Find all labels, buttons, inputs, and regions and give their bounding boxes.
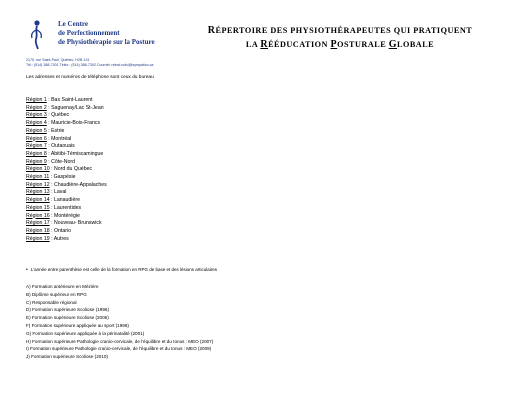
region-name: : Nord du Québec [51, 166, 93, 173]
region-name: : Autres [51, 235, 69, 242]
region-list [26, 97, 107, 243]
region-name: : Laurentides [51, 204, 82, 211]
region-name: : Montréal [48, 135, 72, 142]
region-link[interactable]: Région 17 [26, 220, 50, 227]
region-row[interactable] [26, 105, 107, 113]
training-code-item: E) Formation supérieure Scoliose (2006) [26, 315, 109, 321]
region-link[interactable]: Région 19 [26, 235, 50, 242]
intro-text: Les adresses et numéros de téléphone sont ceux du bureau [26, 75, 154, 80]
address-line-2: Tél.: (514) 388-7301 Téléc.: (514) 388-7302 Courriel: reinst.rcdvl@sympatico.ca [26, 63, 154, 67]
training-code-item: C) Responsable régional [26, 299, 77, 305]
region-link[interactable]: Région 13 [26, 189, 50, 196]
region-row[interactable] [26, 182, 107, 190]
logo-line-2: de Perfectionnement [58, 29, 120, 37]
region-name: : Gaspésie [50, 174, 76, 181]
region-row[interactable] [26, 159, 107, 167]
document-title [180, 24, 500, 52]
bullet-icon: • [26, 267, 28, 273]
title-line-2: LA RÉÉDUCATION POSTURALE GLOBALE [245, 39, 435, 50]
region-name: : Outaouais [48, 143, 75, 150]
training-code-item: J) Formation supérieure Scoliose (2010) [26, 354, 108, 360]
training-code-item: B) Diplôme supérieur en RPG [26, 291, 87, 297]
region-row[interactable] [26, 220, 107, 228]
region-row[interactable] [26, 213, 107, 221]
region-link[interactable]: Région 1 [26, 97, 47, 103]
year-note-text: L'année entre parenthèse est celle de la formation en RPG de base et des lésions articulaires [30, 267, 217, 272]
region-row[interactable] [26, 128, 107, 136]
logo-line-1: Le Centre [58, 20, 88, 28]
training-code-item: D) Formation supérieure Scoliose (1996) [26, 307, 109, 313]
region-link[interactable]: Région 10 [26, 166, 50, 173]
region-link[interactable]: Région 11 [26, 174, 50, 181]
region-name: : Saguenay/Lac St-Jean [48, 104, 104, 111]
region-name: : Abitibi-Témiscamingue [48, 150, 104, 157]
region-link[interactable]: Région 8 [26, 150, 47, 157]
region-row[interactable] [26, 151, 107, 159]
year-note [26, 267, 217, 273]
region-link[interactable]: Région 16 [26, 212, 50, 219]
region-link[interactable]: Région 5 [26, 127, 47, 134]
region-row[interactable] [26, 166, 107, 174]
region-row[interactable] [26, 97, 107, 105]
region-link[interactable]: Région 7 [26, 143, 47, 150]
region-link[interactable]: Région 12 [26, 181, 50, 188]
training-code-item: G) Formation supérieure appliquée à la périnatalité (2001) [26, 330, 145, 336]
region-row[interactable] [26, 136, 107, 144]
region-link[interactable]: Région 2 [26, 104, 47, 111]
training-code-item: H) Formation supérieure Pathologie cranio-cervicale, de l'équilibre et du tonus : MEO (2007) [26, 338, 214, 344]
region-row[interactable] [26, 174, 107, 182]
region-name: : Laval [51, 189, 67, 196]
region-name: : Ontario [51, 227, 72, 234]
logo-address [26, 58, 153, 68]
logo-text [58, 20, 155, 47]
posture-figure-logo-icon [26, 18, 56, 50]
region-link[interactable]: Région 4 [26, 120, 47, 127]
region-link[interactable]: Région 9 [26, 158, 47, 165]
region-link[interactable]: Région 18 [26, 227, 50, 234]
region-name: : Chaudière-Appalaches [51, 181, 107, 188]
region-name: : Montérégie [51, 212, 80, 219]
training-code-item: A) Formation antérieure en Mézière [26, 284, 99, 289]
region-name: : Mauricie-Bois-Francs [48, 120, 101, 127]
region-row[interactable] [26, 236, 107, 244]
region-row[interactable] [26, 143, 107, 151]
region-row[interactable] [26, 112, 107, 120]
logo-line-3: de Physiothérapie sur la Posture [58, 38, 155, 46]
region-name: : Québec [48, 112, 70, 119]
title-line-1: RÉPERTOIRE DES PHYSIOTHÉRAPEUTES QUI PRATIQUENT [207, 25, 473, 36]
region-row[interactable] [26, 120, 107, 128]
region-name: : Nouveau- Brunswick [51, 220, 102, 227]
region-name: : Côte-Nord [48, 158, 76, 165]
training-code-item: I) Formation supérieure Pathologie cranio-cervicale, de l'équilibre et du tonus : MEO (2009) [26, 346, 212, 352]
region-link[interactable]: Région 6 [26, 135, 47, 142]
region-name: : Bas Saint-Laurent [48, 97, 93, 103]
region-link[interactable]: Région 14 [26, 197, 50, 204]
region-row[interactable] [26, 189, 107, 197]
region-link[interactable]: Région 15 [26, 204, 50, 211]
address-line-1: 2175, rue Saint-Paul, Québec, H2B 1J4 [26, 58, 90, 62]
region-name: : Estrie [48, 127, 65, 134]
region-row[interactable] [26, 205, 107, 213]
region-name: : Lanaudière [51, 197, 80, 204]
region-row[interactable] [26, 197, 107, 205]
region-link[interactable]: Région 3 [26, 112, 47, 119]
region-row[interactable] [26, 228, 107, 236]
training-code-list [26, 283, 213, 361]
training-code-item: F) Formation supérieure appliquée au sport (1998) [26, 322, 129, 328]
